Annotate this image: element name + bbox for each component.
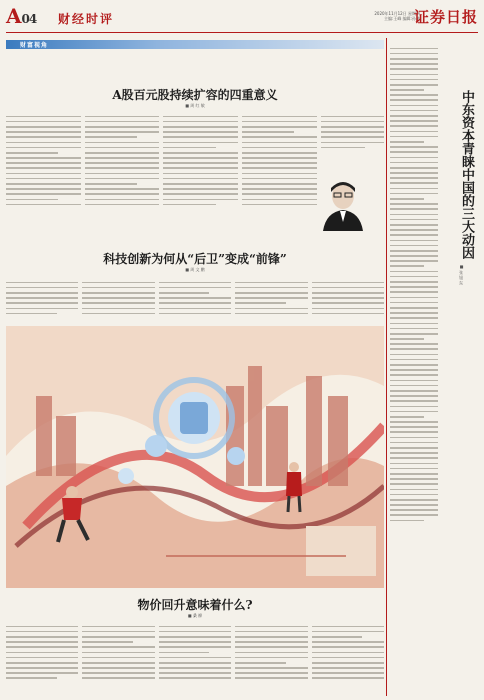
article-byline: ■ 桑 柳 bbox=[187, 613, 203, 618]
right-article-byline: ■ 张 旭 东 bbox=[459, 264, 464, 285]
right-article-body bbox=[390, 44, 438, 694]
article-title: 科技创新为何从“后卫”变成“前锋” bbox=[103, 252, 287, 266]
article-title: A股百元股持续扩容的四重意义 bbox=[112, 88, 278, 102]
masthead bbox=[6, 4, 478, 33]
section-title: 财经时评 bbox=[58, 12, 115, 26]
author-portrait bbox=[318, 176, 368, 231]
date-line: 2020年11月12日 星期四 主编:王峰 编辑:孙楠 bbox=[374, 11, 420, 21]
banner-label: 财富视角 bbox=[20, 42, 49, 49]
article-body bbox=[6, 278, 384, 324]
right-article-title: 中东资本青睐中国的三大动因 bbox=[459, 90, 474, 259]
article-title: 物价回升意味着什么? bbox=[137, 598, 253, 612]
newspaper-logo: 证券日报 bbox=[413, 8, 478, 26]
article-illustration bbox=[6, 326, 384, 588]
article-body bbox=[6, 622, 384, 696]
article-byline: ■ 周 文 鹏 bbox=[185, 267, 205, 272]
section-banner bbox=[6, 40, 384, 49]
page-number: A04 bbox=[6, 4, 37, 28]
article-byline: ■ 周 红 敏 bbox=[185, 103, 205, 108]
column-divider bbox=[386, 38, 387, 696]
